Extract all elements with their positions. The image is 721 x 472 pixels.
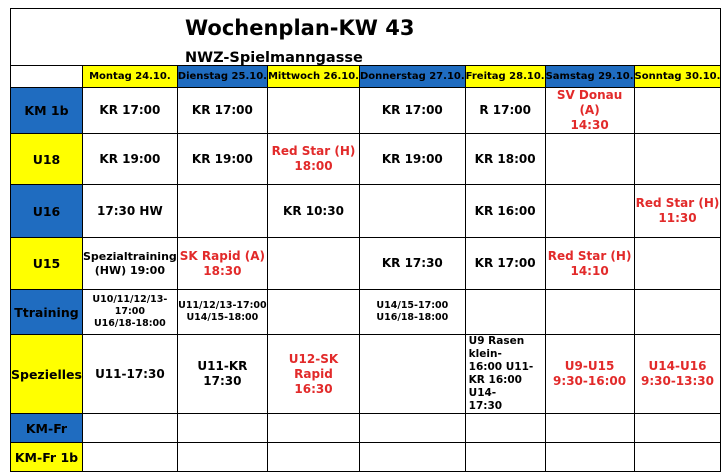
schedule-cell: Red Star (H) 14:10 bbox=[545, 238, 634, 290]
table-row bbox=[11, 88, 721, 134]
schedule-cell bbox=[177, 443, 267, 472]
schedule-cell bbox=[359, 443, 465, 472]
schedule-cell: KR 19:00 bbox=[82, 134, 177, 185]
schedule-cell bbox=[177, 185, 267, 238]
table-row bbox=[11, 238, 721, 290]
schedule-cell: KR 17:00 bbox=[82, 88, 177, 134]
schedule-cell: KR 17:00 bbox=[177, 88, 267, 134]
schedule-cell: KR 17:30 bbox=[359, 238, 465, 290]
schedule-cell bbox=[545, 414, 634, 443]
schedule-cell bbox=[177, 414, 267, 443]
schedule-cell: KR 18:00 bbox=[465, 134, 545, 185]
day-header-tuesday: Dienstag 25.10. bbox=[177, 66, 267, 88]
schedule-cell: U12-SK Rapid 16:30 bbox=[267, 335, 359, 414]
schedule-cell: KR 17:00 bbox=[359, 88, 465, 134]
day-header-saturday: Samstag 29.10. bbox=[545, 66, 634, 88]
weekly-schedule-table bbox=[10, 8, 721, 472]
day-header-wednesday: Mittwoch 26.10. bbox=[267, 66, 359, 88]
corner-cell bbox=[11, 66, 83, 88]
table-row bbox=[11, 134, 721, 185]
team-label-km-1b: KM 1b bbox=[11, 88, 83, 134]
schedule-cell bbox=[267, 414, 359, 443]
schedule-cell: KR 19:00 bbox=[177, 134, 267, 185]
schedule-cell bbox=[545, 443, 634, 472]
schedule-cell bbox=[359, 185, 465, 238]
schedule-cell bbox=[267, 290, 359, 335]
schedule-cell: U9 Rasen klein- 16:00 U11- KR 16:00 U14- 17:30 bbox=[465, 335, 545, 414]
team-label-u16: U16 bbox=[11, 185, 83, 238]
schedule-cell: U11-KR 17:30 bbox=[177, 335, 267, 414]
schedule-cell bbox=[465, 414, 545, 443]
schedule-cell bbox=[634, 238, 721, 290]
schedule-cell: KR 19:00 bbox=[359, 134, 465, 185]
schedule-cell bbox=[634, 414, 721, 443]
table-row bbox=[11, 335, 721, 414]
team-label-u18: U18 bbox=[11, 134, 83, 185]
schedule-cell bbox=[267, 443, 359, 472]
schedule-cell bbox=[359, 335, 465, 414]
schedule-cell: Red Star (H) 18:00 bbox=[267, 134, 359, 185]
schedule-cell: KR 16:00 bbox=[465, 185, 545, 238]
page-subtitle: NWZ-Spielmanngasse bbox=[185, 50, 363, 66]
day-header-friday: Freitag 28.10. bbox=[465, 66, 545, 88]
team-label-km-fr-1b: KM-Fr 1b bbox=[11, 443, 83, 472]
schedule-cell bbox=[82, 443, 177, 472]
team-label-spezielles: Spezielles bbox=[11, 335, 83, 414]
schedule-cell: SV Donau (A) 14:30 bbox=[545, 88, 634, 134]
schedule-cell bbox=[545, 290, 634, 335]
schedule-cell: Spezialtraining (HW) 19:00 bbox=[82, 238, 177, 290]
schedule-cell bbox=[465, 443, 545, 472]
schedule-cell bbox=[359, 414, 465, 443]
schedule-cell bbox=[545, 185, 634, 238]
schedule-cell: KR 17:00 bbox=[465, 238, 545, 290]
table-row bbox=[11, 414, 721, 443]
schedule-cell bbox=[82, 414, 177, 443]
schedule-cell bbox=[634, 443, 721, 472]
day-header-monday: Montag 24.10. bbox=[82, 66, 177, 88]
table-row bbox=[11, 185, 721, 238]
team-label-u15: U15 bbox=[11, 238, 83, 290]
table-row bbox=[11, 290, 721, 335]
page-title: Wochenplan-KW 43 bbox=[185, 16, 415, 40]
schedule-cell bbox=[545, 134, 634, 185]
schedule-cell: R 17:00 bbox=[465, 88, 545, 134]
schedule-cell: U10/11/12/13- 17:00 U16/18-18:00 bbox=[82, 290, 177, 335]
schedule-cell bbox=[634, 88, 721, 134]
team-label-ttraining: Ttraining bbox=[11, 290, 83, 335]
schedule-cell: U11/12/13-17:00 U14/15-18:00 bbox=[177, 290, 267, 335]
schedule-cell: U14/15-17:00 U16/18-18:00 bbox=[359, 290, 465, 335]
day-header-sunday: Sonntag 30.10. bbox=[634, 66, 721, 88]
schedule-cell: U14-U16 9:30-13:30 bbox=[634, 335, 721, 414]
schedule-cell bbox=[465, 290, 545, 335]
schedule-cell bbox=[267, 88, 359, 134]
schedule-cell: U11-17:30 bbox=[82, 335, 177, 414]
schedule-cell bbox=[634, 290, 721, 335]
day-header-thursday: Donnerstag 27.10. bbox=[359, 66, 465, 88]
schedule-cell: Red Star (H) 11:30 bbox=[634, 185, 721, 238]
schedule-cell: KR 10:30 bbox=[267, 185, 359, 238]
team-label-km-fr: KM-Fr bbox=[11, 414, 83, 443]
table-row bbox=[11, 443, 721, 472]
day-header-row bbox=[11, 66, 721, 88]
schedule-sheet bbox=[10, 8, 721, 465]
schedule-cell bbox=[634, 134, 721, 185]
schedule-cell: SK Rapid (A) 18:30 bbox=[177, 238, 267, 290]
schedule-cell bbox=[267, 238, 359, 290]
schedule-cell: U9-U15 9:30-16:00 bbox=[545, 335, 634, 414]
schedule-cell: 17:30 HW bbox=[82, 185, 177, 238]
